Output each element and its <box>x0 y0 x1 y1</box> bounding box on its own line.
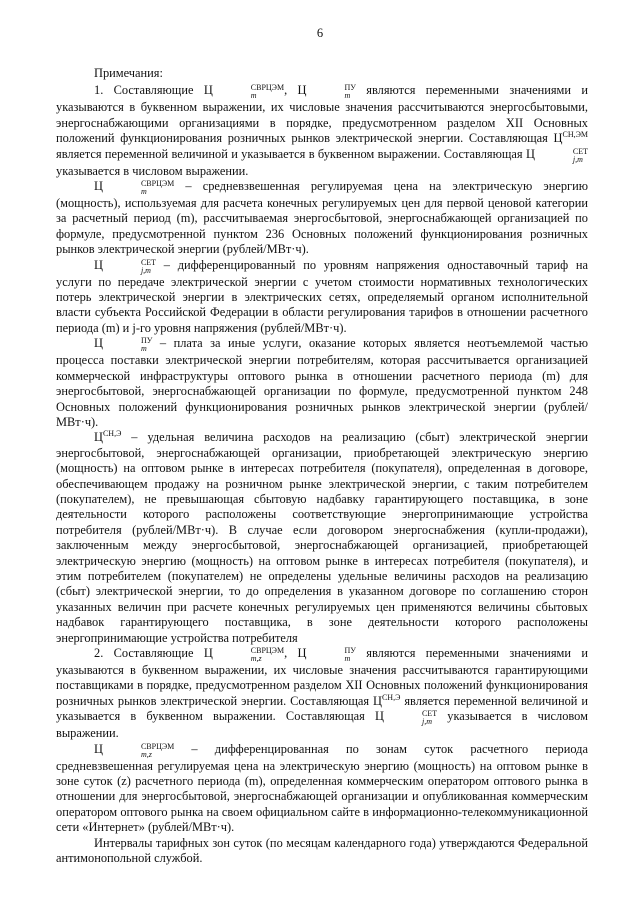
definition-pu-text: – плата за иные услуги, оказание которых является неотъемлемой частью процесса поставки электрической энергии потребителям, которая рассчитывается организацией коммерческой инфраструктуры оптового рынка в отношении расчетного периода (m) для энергосбытовой, энергоснабжающей организации по формуле, предусмотренной пунктом 248 Основных положений функционирования розничных рынков электрической энергии (рублей/МВт·ч). <box>56 336 588 429</box>
note-2-text-d: является переменной величиной и указывается в буквенном выражении. Составляющая <box>56 693 588 724</box>
note-2-text-c: являются переменными значениями и указываются в буквенном выражении, их числовые значения рассчитываются гарантирующими поставщиками в порядке, предусмотренном разделом XII Основных положений функционирования розничных рынков электрической энергии. Составляющая <box>56 646 588 708</box>
symbol-c-pu-m-def: Ц ПУ m <box>94 336 153 354</box>
definition-svrcem <box>56 179 588 258</box>
definition-svrcem-text: – средневзвешенная регулируемая цена на электрическую энергию (мощность), используемая для расчета конечных регулируемых цен для первой ценовой категории за расчетный период (m), рассчитываемая энергосбытовой, энергоснабжающей организацией по формуле, предусмотренной пунктом 236 Основных положений функционирования розничных рынков электрической энергии (рублей/МВт·ч). <box>56 179 588 257</box>
symbol-c-svrcem-m: Ц СВРЦЭМ m <box>203 83 285 101</box>
page-number: 6 <box>316 26 324 40</box>
symbol-c-sne-def: $Ц^{СН,Э}$ <box>94 429 122 445</box>
definition-sne-text: – удельная величина расходов на реализацию (сбыт) электрической энергии энергосбытовой, энергоснабжающей организации, приобретающей электрическую энергию (мощность) на оптовом рынке в интересах потребителя (покупателя), определенная в договоре, обеспечивающем продажу на розничном рынке электрической энергии, с таким потребителем (покупателем), не превышающая сбытовую надбавку гарантирующего поставщика, в зоне деятельности которого расположены соответствующие энергопринимающие устройства потребителя (рублей/МВт·ч). В случае если договором энергоснабжения (купли-продажи), заключенным между энергосбытовой, энергоснабжающей организацией, приобретающей электрическую энергию (мощность) на оптовом рынке в интересах потребителя (покупателя), и этим потребителем (покупателем) не определены удельные величины расходов на реализацию (сбыт) электрической энергии, то до определения в указанном договоре по соглашению сторон указанных величин при расчете конечных регулируемых цен применяются величины сбытовых надбавок гарантирующего поставщика, в зоне деятельности которого расположены энергопринимающие устройства потребителя <box>56 430 588 645</box>
definition-sne <box>56 430 588 646</box>
definition-svrcem-z-text: – дифференцированная по зонам суток расчетного периода средневзвешенная регулируемая цена на электрическую энергию (мощность) на оптовом рынке в зоне суток (z) расчетного периода (m), определенная коммерческим оператором оптового рынка в отношении для энергосбытовой, энергоснабжающей организации и опубликованная коммерческим оператором оптового рынка на своем официальном сайте в информационно-телекоммуникационной сети «Интернет» (рублей/МВт·ч). <box>56 741 588 835</box>
note-1-text-e: указывается в числовом выражении. <box>56 163 249 178</box>
note-2-text-b: , <box>284 646 298 660</box>
definition-set <box>56 258 588 337</box>
symbol-c-pu-m: Ц ПУ m <box>297 83 356 101</box>
definition-pu <box>56 336 588 430</box>
symbol-c-set-jm-def: Ц СЕТ j,m <box>94 257 157 275</box>
definition-svrcem-z <box>56 742 588 836</box>
symbol-c-sne-2: $Ц^{СН,Э}$ <box>373 692 401 708</box>
symbol-c-snem: $Ц^{СН,ЭМ}$ <box>553 130 588 146</box>
symbol-c-pu-m-2: Ц ПУ m <box>297 646 356 663</box>
note-1-text-d: является переменной величиной и указывается в буквенном выражении. Составляющая <box>56 146 526 161</box>
note-2-paragraph <box>56 646 588 742</box>
intervals-paragraph: Интервалы тарифных зон суток (по месяцам календарного года) утверждаются Федеральной антимонопольной службой. <box>56 835 588 866</box>
note-1-text-a: 1. Составляющие <box>94 83 204 98</box>
symbol-c-svrcem-mz-def: Ц СВРЦЭМ m,z <box>94 741 175 759</box>
symbol-c-svrcem-m-def: Ц СВРЦЭМ m <box>94 179 175 197</box>
note-1-text-b: , <box>284 83 298 98</box>
symbol-c-set-jm-2: Ц СЕТ j,m <box>375 709 438 727</box>
note-2-text-e: указывается в числовом выражении. <box>56 709 588 741</box>
notes-heading: Примечания: <box>94 66 163 80</box>
note-2-text-a: 2. Составляющие <box>94 646 204 660</box>
note-1-text-c: являются переменными значениями и указываются в буквенном выражении, их числовые значения рассчитываются энергосбытовыми, энергоснабжающими организациями в порядке, предусмотренном разделом XII Основных положений функционирования розничных рынков электрической энергии. Составляющая <box>56 83 588 146</box>
note-1-paragraph <box>56 83 588 179</box>
symbol-c-set-jm: Ц СЕТ j,m <box>525 146 588 164</box>
definition-set-text: – дифференцированный по уровням напряжения одноставочный тариф на услуги по передаче электрической энергии с учетом стоимости нормативных технологических потерь электрической энергии в электрических сетях, определяемый органом исполнительной власти субъекта Российской Федерации в области регулирования тарифов в отношении расчетного периода (m) и j-го уровня напряжения (рублей/МВт·ч). <box>56 257 588 335</box>
symbol-c-svrcem-mz: Ц СВРЦЭМ m,z <box>203 646 285 663</box>
notes-section <box>56 66 588 866</box>
